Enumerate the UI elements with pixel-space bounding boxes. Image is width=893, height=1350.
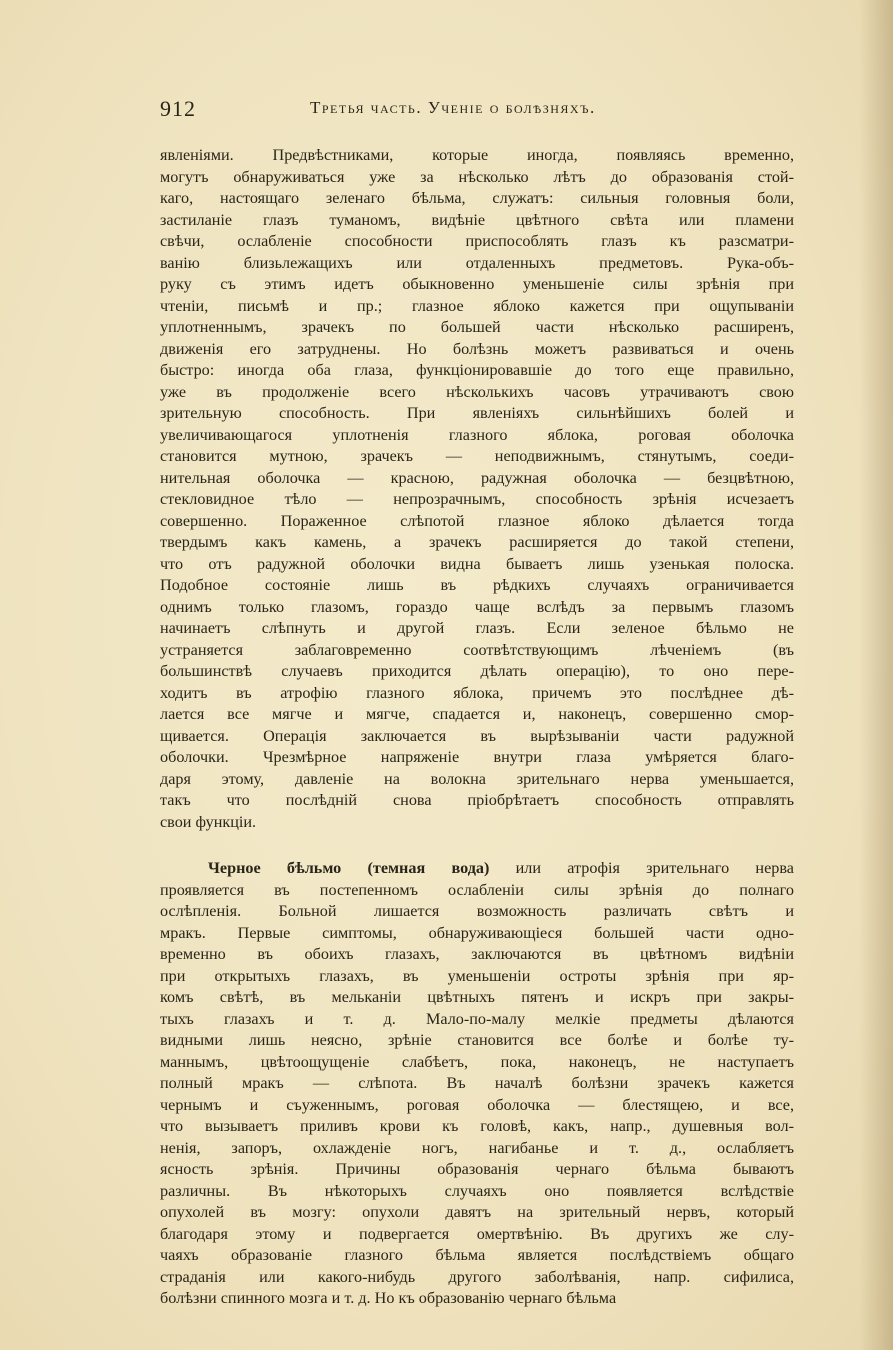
- text-line-content: тыхъ глазахъ и т. д. Мало-по-малу мелкіе предметы дѣлаются: [160, 1009, 794, 1028]
- text-line-content: маннымъ, цвѣтоощущеніе слабѣетъ, пока, наконецъ, не наступаетъ: [160, 1052, 794, 1071]
- text-line: [160, 769, 794, 791]
- text-line-content: чернымъ и съуженнымъ, роговая оболочка — блестящею, и все,: [160, 1095, 794, 1114]
- text-line: [160, 575, 794, 597]
- text-line: [160, 661, 794, 683]
- text-line-content: ванію близьлежащихъ или отдаленныхъ предметовъ. Рука-объ-: [160, 253, 794, 272]
- text-line: [160, 1009, 794, 1031]
- text-line: [160, 1159, 794, 1181]
- text-line: [160, 987, 794, 1009]
- text-line: [160, 489, 794, 511]
- text-line-content: стекловидное тѣло — непрозрачнымъ, способность зрѣнія исчезаетъ: [160, 490, 794, 508]
- text-line-content: опухолей въ мозгу: опухоли давятъ на зрительный нервъ, который: [160, 1203, 794, 1221]
- text-line: [160, 858, 794, 880]
- text-line: [160, 317, 794, 339]
- text-line-content: могутъ обнаруживаться уже за нѣсколько лѣтъ до образованія стой-: [160, 167, 794, 186]
- text-line-content: болѣзни спинного мозга и т. д. Но къ образованію чернаго бѣльма: [160, 1289, 617, 1307]
- text-line: [160, 880, 794, 902]
- text-line-content: или атрофія зрительнаго нерва: [489, 859, 794, 877]
- text-line: [160, 1202, 794, 1224]
- text-line-content: уже въ продолженіе всего нѣсколькихъ часовъ утрачиваютъ свою: [160, 382, 794, 401]
- text-line: [160, 640, 794, 662]
- text-line-content: чтеніи, письмѣ и пр.; глазное яблоко кажется при ощупываніи: [160, 296, 794, 315]
- text-line-content: что отъ радужной оболочки видна бываетъ лишь узенькая полоска.: [160, 554, 794, 573]
- text-line: [160, 704, 794, 726]
- text-line-content: свѣчи, ослабленіе способности приспособлять глазъ къ разсматри-: [160, 232, 794, 250]
- text-line: [160, 511, 794, 533]
- text-line-content: щивается. Операція заключается въ вырѣзываніи части радужной: [160, 726, 794, 745]
- text-line: [160, 1095, 794, 1117]
- body-text: [160, 145, 794, 1310]
- paragraph-black-cataract: [160, 858, 794, 1310]
- text-line-content: ясность зрѣнія. Причины образованія чернаго бѣльма бываютъ: [160, 1160, 794, 1178]
- text-line-content: увеличивающагося уплотненія глазного яблока, роговая оболочка: [160, 425, 794, 444]
- text-line-content: благодаря этому и подвергается омертвѣнію. Въ другихъ же слу-: [160, 1224, 794, 1243]
- text-line-content: свои функціи.: [160, 812, 257, 831]
- text-line: [160, 231, 794, 253]
- text-line: [160, 683, 794, 705]
- text-line: [160, 901, 794, 923]
- text-line: [160, 1116, 794, 1138]
- page-header: [160, 96, 794, 126]
- text-line-content: начинаетъ слѣпнуть и другой глазъ. Если зеленое бѣльмо не: [160, 619, 794, 637]
- text-line: [160, 1052, 794, 1074]
- text-line-content: быстро: иногда оба глаза, функціонировавшіе до того еще правильно,: [160, 361, 794, 379]
- text-line-content: мракъ. Первые симптомы, обнаруживающіеся большей части одно-: [160, 923, 794, 942]
- text-line-content: страданія или какого-нибудь другого заболѣванія, напр. сифилиса,: [160, 1267, 794, 1286]
- text-line-content: проявляется въ постепенномъ ослабленіи силы зрѣнія до полнаго: [160, 880, 794, 899]
- text-line: [160, 1267, 794, 1289]
- text-line: [160, 403, 794, 425]
- text-line: [160, 966, 794, 988]
- page-number: 912: [160, 96, 196, 121]
- text-line: [160, 1288, 794, 1310]
- text-line-content: устраняется заблаговременно соотвѣтствующимъ лѣченіемъ (въ: [160, 640, 794, 659]
- text-line: [160, 425, 794, 447]
- text-line: [160, 360, 794, 382]
- text-line-content: зрительную способность. При явленіяхъ сильнѣйшихъ болей и: [160, 404, 794, 422]
- paragraph-gap: [160, 833, 794, 858]
- text-line: [160, 597, 794, 619]
- text-line: [160, 253, 794, 275]
- text-line: [160, 944, 794, 966]
- text-line: [160, 1138, 794, 1160]
- text-line-content: однимъ только глазомъ, гораздо чаще вслѣдъ за первымъ глазомъ: [160, 597, 794, 616]
- text-line: [160, 554, 794, 576]
- text-line: [160, 145, 794, 167]
- text-line: [160, 747, 794, 769]
- text-line-content: видными лишь неясно, зрѣніе становится все болѣе и болѣе ту-: [160, 1031, 794, 1049]
- running-head: Третья часть. Ученіе о болѣзняхъ.: [310, 98, 596, 117]
- text-line: [160, 188, 794, 210]
- text-line-content: явленіями. Предвѣстниками, которые иногда, появляясь временно,: [160, 146, 794, 164]
- text-line: [160, 1245, 794, 1267]
- text-line: [160, 446, 794, 468]
- text-line: [160, 1181, 794, 1203]
- text-line-content: Подобное состояніе лишь въ рѣдкихъ случаяхъ ограничивается: [160, 576, 794, 594]
- text-line: [160, 468, 794, 490]
- text-line-content: различны. Въ нѣкоторыхъ случаяхъ оно появляется вслѣдствіе: [160, 1181, 794, 1200]
- text-line-content: руку съ этимъ идетъ обыкновенно уменьшеніе силы зрѣнія при: [160, 275, 794, 293]
- text-line-content: лается все мягче и мягче, спадается и, наконецъ, совершенно смор-: [160, 705, 794, 723]
- text-line-content: при открытыхъ глазахъ, въ уменьшеніи остроты зрѣнія при яр-: [160, 966, 794, 985]
- text-line: [160, 726, 794, 748]
- paragraph-glaucoma-continued: [160, 145, 794, 833]
- text-line: [160, 382, 794, 404]
- text-line-content: застиланіе глазъ туманомъ, видѣніе цвѣтного свѣта или пламени: [160, 210, 794, 229]
- text-line-content: совершенно. Пораженное слѣпотой глазное яблоко дѣлается тогда: [160, 511, 794, 530]
- text-line-content: уплотненнымъ, зрачекъ по большей части нѣсколько расширенъ,: [160, 318, 794, 336]
- text-line-content: чаяхъ образованіе глазного бѣльма является послѣдствіемъ общаго: [160, 1246, 794, 1264]
- text-line-content: даря этому, давленіе на волокна зрительнаго нерва уменьшается,: [160, 769, 794, 788]
- text-line-content: комъ свѣтѣ, въ мельканіи цвѣтныхъ пятенъ и искръ при закры-: [160, 988, 794, 1006]
- text-line: [160, 618, 794, 640]
- text-line-content: большинствѣ случаевъ приходится дѣлать операцію), то оно пере-: [160, 662, 794, 680]
- text-line: [160, 532, 794, 554]
- text-line: [160, 274, 794, 296]
- text-line-content: такъ что послѣдній снова пріобрѣтаетъ способность отправлять: [160, 791, 794, 809]
- text-line: [160, 923, 794, 945]
- section-heading-bold: Черное бѣльмо (темная вода): [208, 859, 490, 877]
- text-line: [160, 1030, 794, 1052]
- text-line-content: становится мутною, зрачекъ — неподвижнымъ, стянутымъ, соеди-: [160, 447, 794, 465]
- text-line-content: ходитъ въ атрофію глазного яблока, причемъ это послѣднее дѣ-: [160, 683, 794, 702]
- text-line-content: временно въ обоихъ глазахъ, заключаются въ цвѣтномъ видѣніи: [160, 945, 794, 963]
- text-line-content: движенія его затруднены. Но болѣзнь можетъ развиваться и очень: [160, 339, 794, 358]
- text-line-content: каго, настоящаго зеленаго бѣльма, служатъ: сильныя головныя боли,: [160, 189, 794, 207]
- text-line-content: что вызываетъ приливъ крови къ головѣ, какъ, напр., душевныя вол-: [160, 1117, 794, 1135]
- text-line-content: ненія, запоръ, охлажденіе ногъ, нагибанье и т. д., ослабляетъ: [160, 1138, 794, 1157]
- text-line: [160, 210, 794, 232]
- text-line: [160, 339, 794, 361]
- page-edge-shadow: [859, 0, 893, 1350]
- text-line-content: нительная оболочка — красною, радужная оболочка — безцвѣтною,: [160, 468, 794, 487]
- text-line-content: полный мракъ — слѣпота. Въ началѣ болѣзни зрачекъ кажется: [160, 1074, 794, 1092]
- text-line-content: ослѣпленія. Больной лишается возможность различать свѣтъ и: [160, 902, 794, 920]
- text-line: [160, 790, 794, 812]
- text-line: [160, 296, 794, 318]
- text-line: [160, 167, 794, 189]
- text-line-content: оболочки. Чрезмѣрное напряженіе внутри глаза умѣряется благо-: [160, 748, 794, 766]
- text-line: [160, 1224, 794, 1246]
- text-line-content: твердымъ какъ камень, а зрачекъ расширяется до такой степени,: [160, 533, 794, 551]
- text-line: [160, 1073, 794, 1095]
- text-line: [160, 812, 794, 834]
